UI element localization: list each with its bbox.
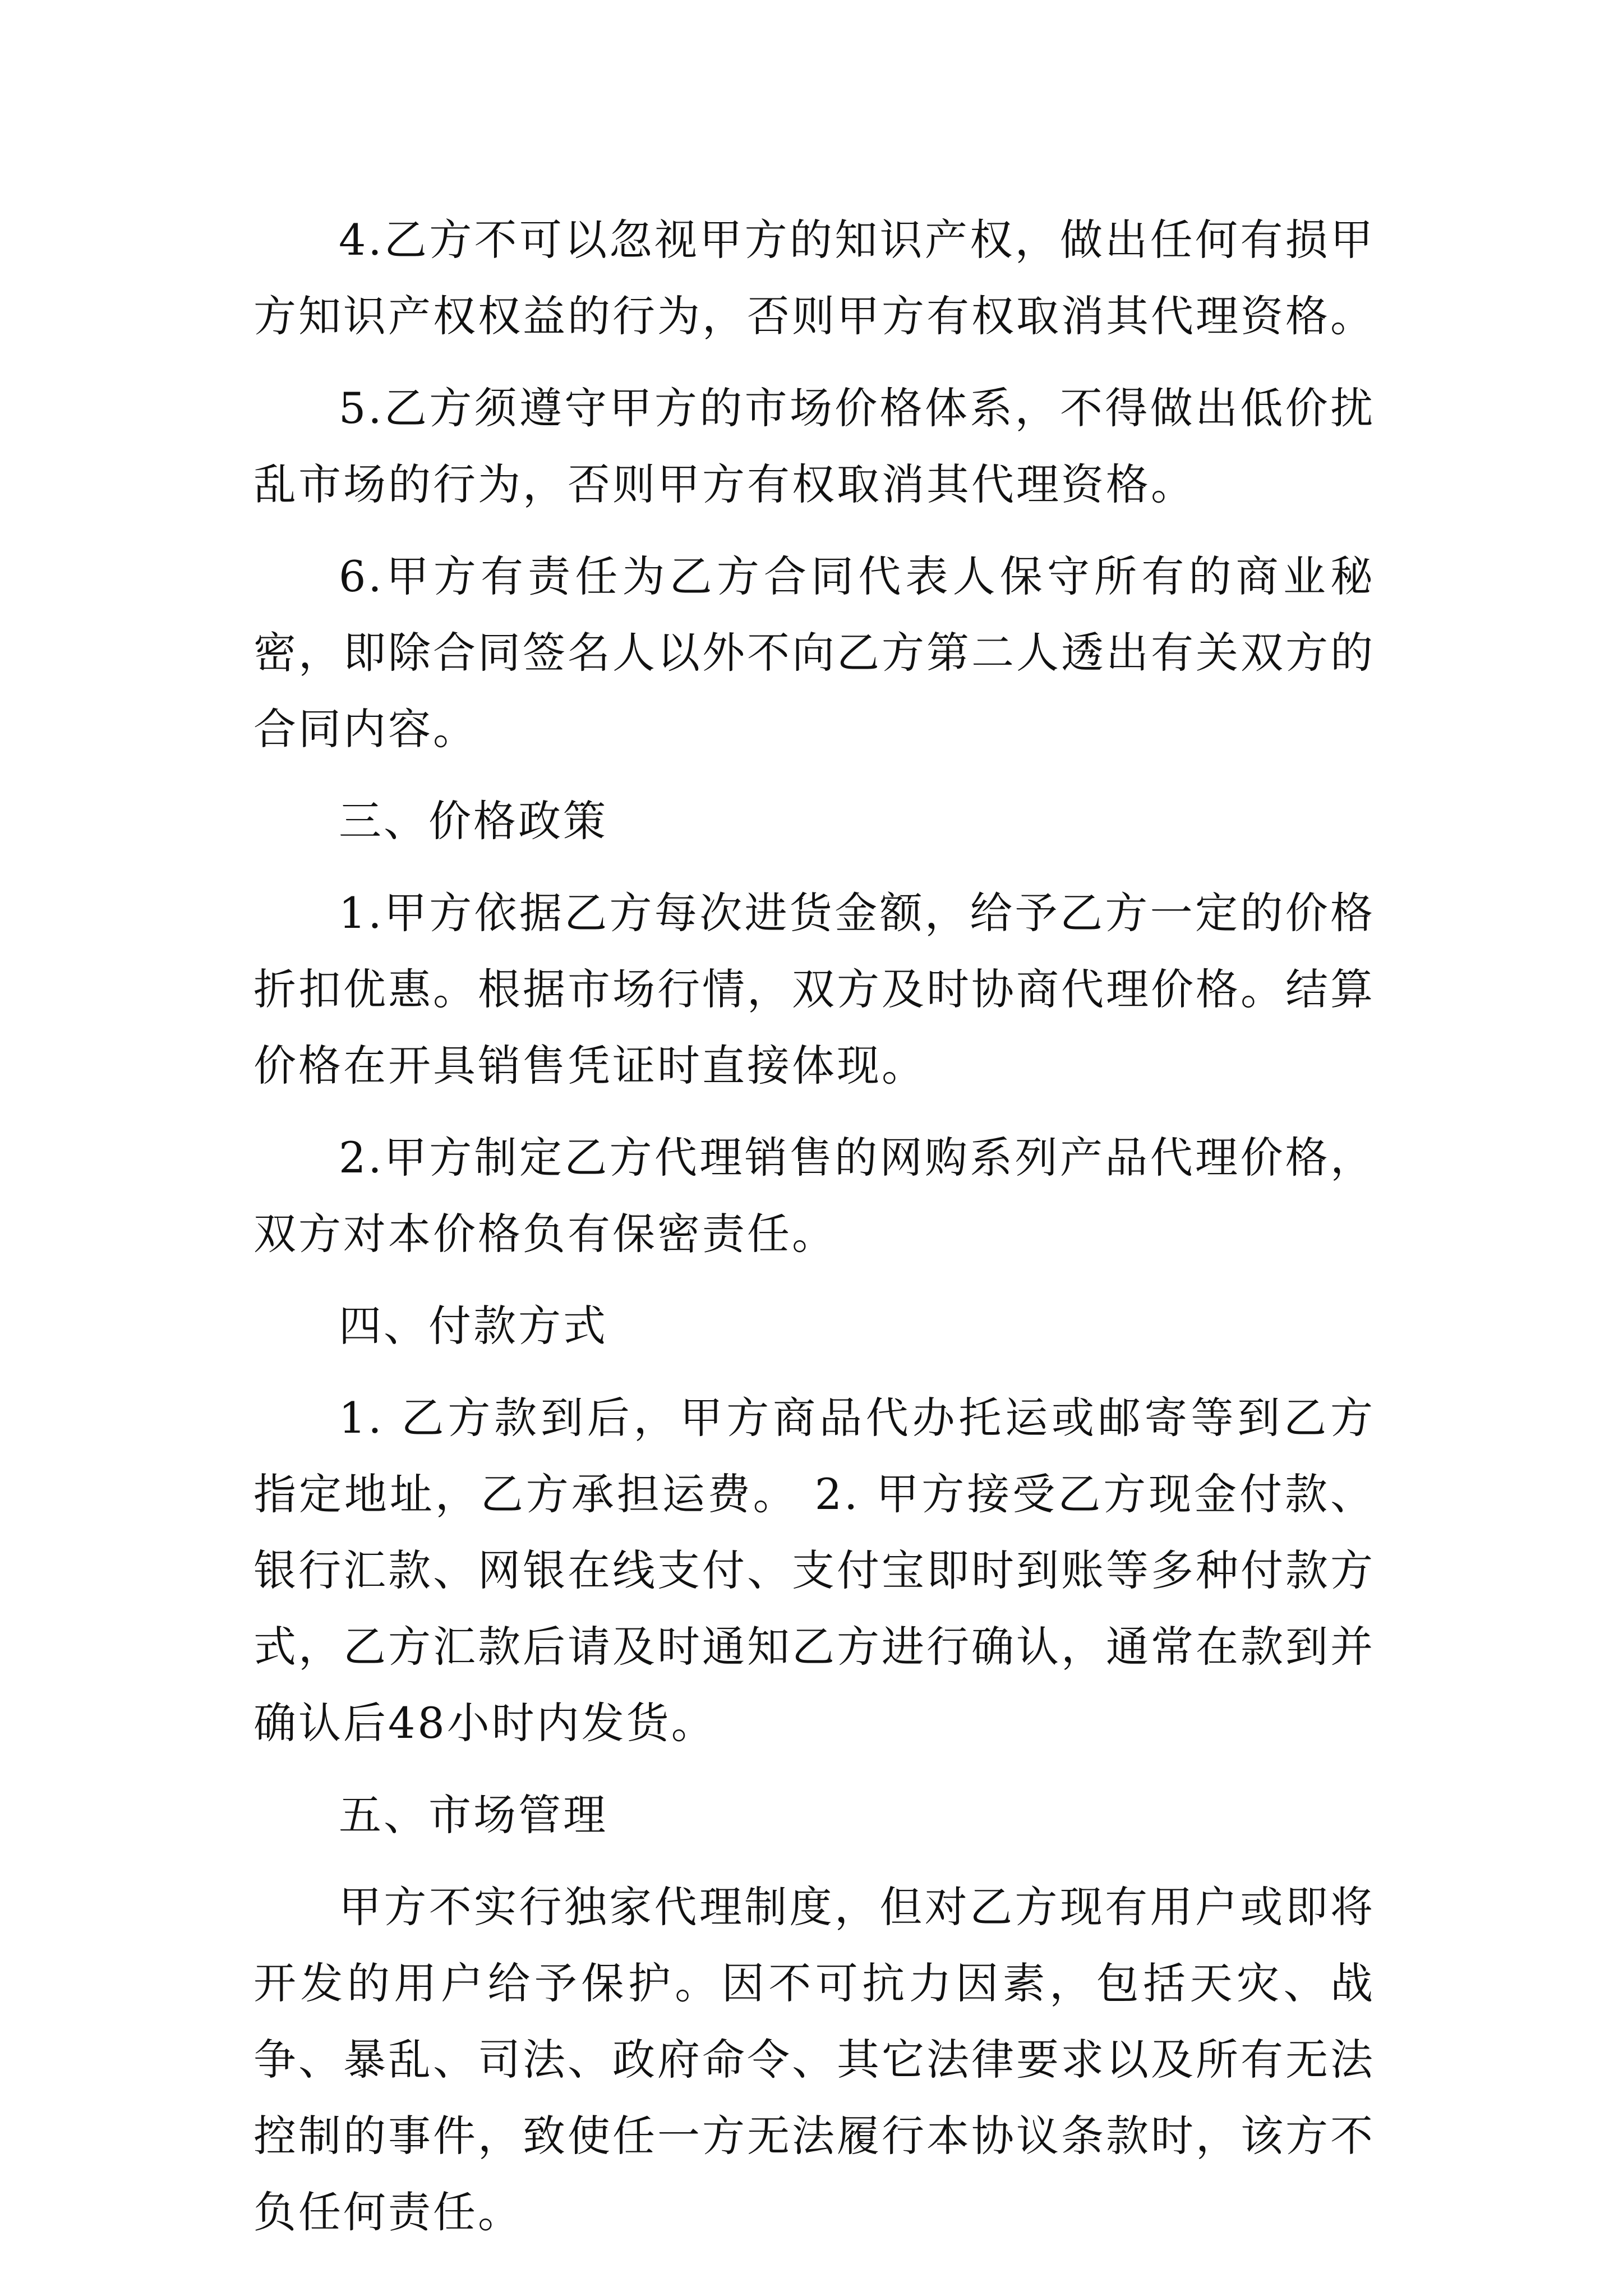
clause-2-5: 5.乙方须遵守甲方的市场价格体系，不得做出低价扰乱市场的行为，否则甲方有权取消其代理资格。	[253, 383, 1375, 509]
section-heading-price-policy: 三、价格政策	[339, 796, 608, 846]
clause-2-6: 6.甲方有责任为乙方合同代表人保守所有的商业秘密，即除合同签名人以外不向乙方第二人透出有关双方的合同内容。	[253, 551, 1375, 754]
section-heading-payment-method: 四、付款方式	[339, 1301, 608, 1351]
clause-2-4: 4.乙方不可以忽视甲方的知识产权，做出任何有损甲方知识产权权益的行为，否则甲方有权取消其代理资格。	[253, 215, 1375, 341]
clause-4-1-2: 1. 乙方款到后，甲方商品代办托运或邮寄等到乙方指定地址，乙方承担运费。 2. 甲方接受乙方现金付款、银行汇款、网银在线支付、支付宝即时到账等多种付款方式，乙方汇款后请及时通知乙方进行确认，通常在款到并确认后48小时内发货。	[253, 1393, 1375, 1748]
clause-3-2: 2.甲方制定乙方代理销售的网购系列产品代理价格，双方对本价格负有保密责任。	[253, 1133, 1375, 1259]
clause-3-1: 1.甲方依据乙方每次进货金额，给予乙方一定的价格折扣优惠。根据市场行情，双方及时协商代理价格。结算价格在开具销售凭证时直接体现。	[253, 888, 1375, 1091]
section-heading-market-management: 五、市场管理	[339, 1790, 608, 1840]
clause-5-body: 甲方不实行独家代理制度，但对乙方现有用户或即将开发的用户给予保护。因不可抗力因素，包括天灾、战争、暴乱、司法、政府命令、其它法律要求以及所有无法控制的事件，致使任一方无法履行本协议条款时，该方不负任何责任。	[253, 1882, 1375, 2237]
document-body	[253, 202, 1375, 2251]
